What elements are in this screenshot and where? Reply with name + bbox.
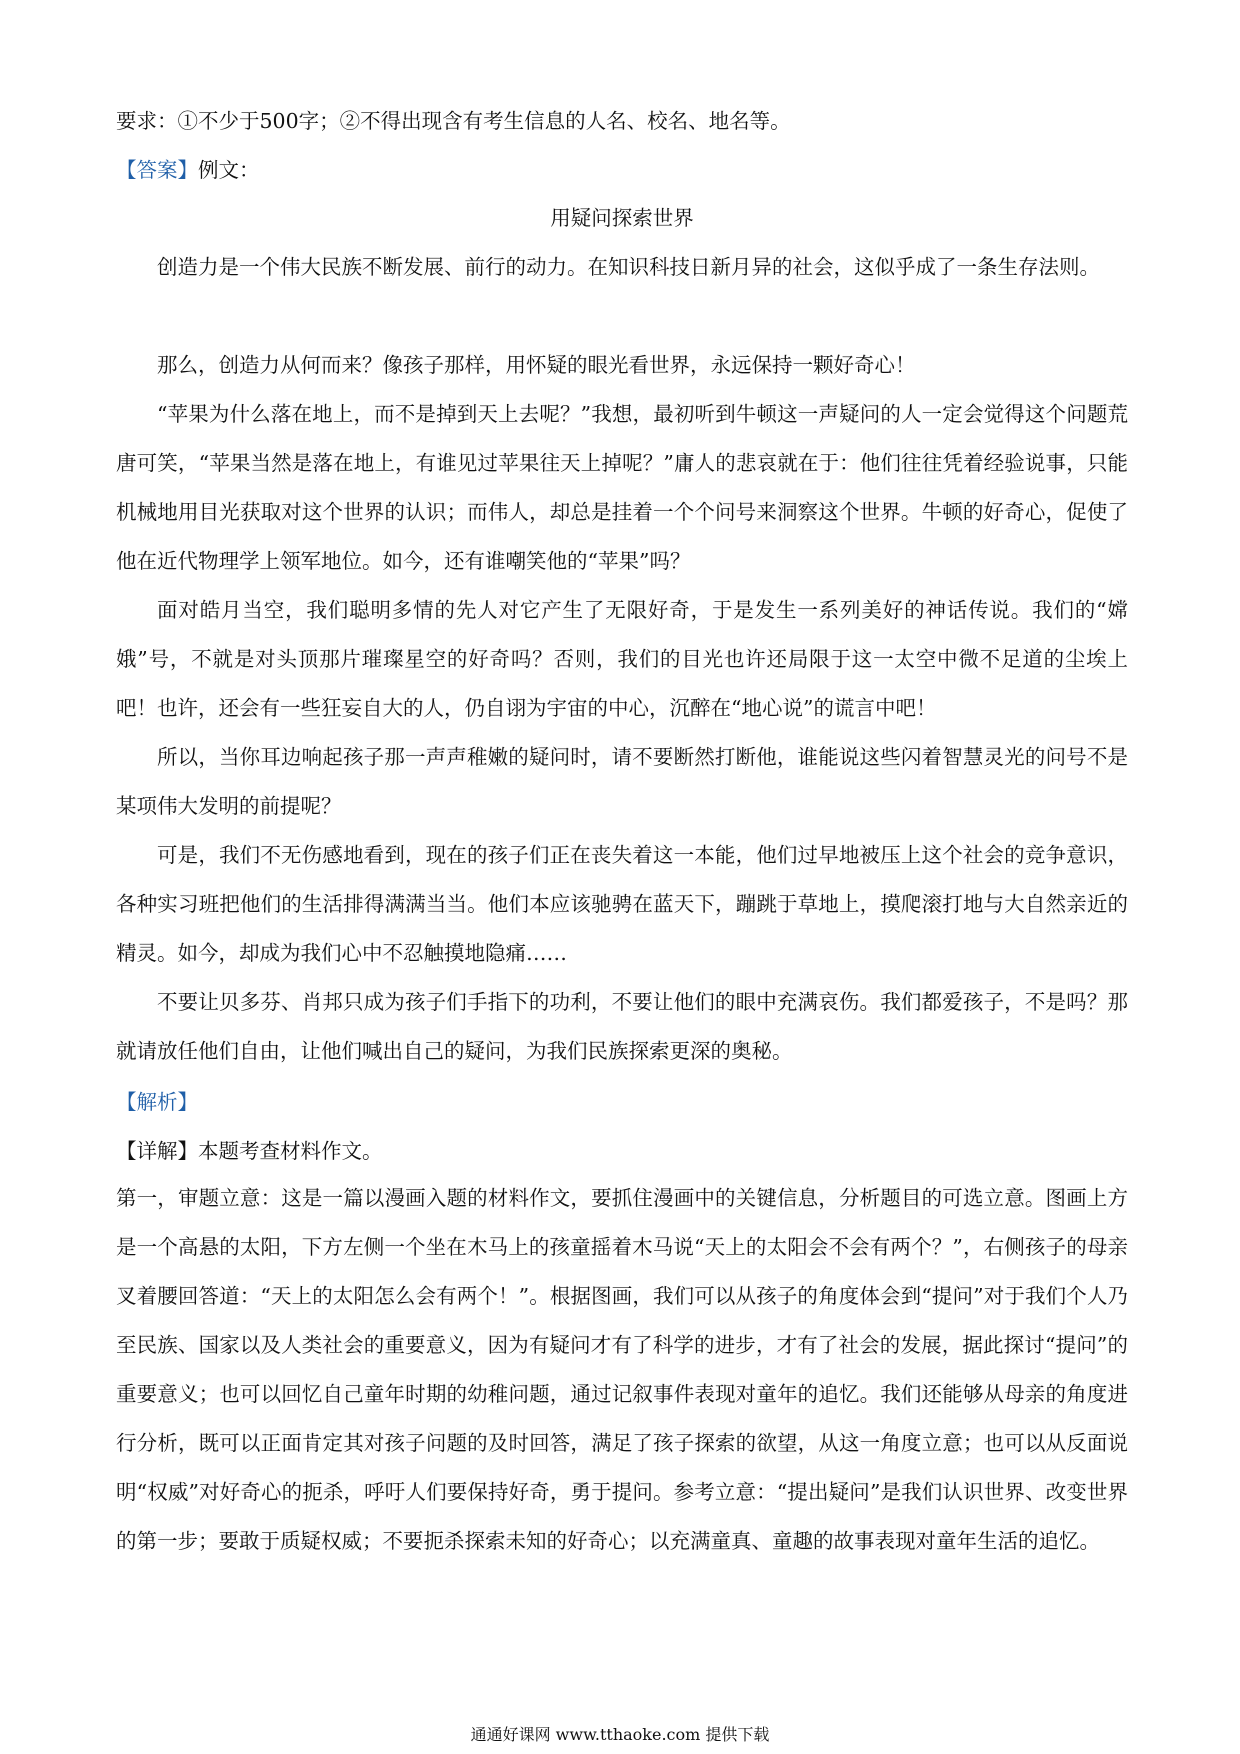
essay-paragraph-6: 可是，我们不无伤感地看到，现在的孩子们正在丧失着这一本能，他们过早地被压上这个社会的竞争意识，各种实习班把他们的生活排得满满当当。他们本应该驰骋在蓝天下，蹦跳于草地上，摸爬滚打地与大自然亲近的精灵。如今，却成为我们心中不忍触摸地隐痛…… bbox=[116, 843, 1128, 965]
analysis-heading bbox=[116, 1089, 198, 1115]
essay-paragraph-3: “苹果为什么落在地上，而不是掉到天上去呢？”我想，最初听到牛顿这一声疑问的人一定会觉得这个问题荒唐可笑，“苹果当然是落在地上，有谁见过苹果往天上掉呢？”庸人的悲哀就在于：他们往往凭着经验说事，只能机械地用目光获取对这个世界的认识；而伟人，却总是挂着一个个问号来洞察这个世界。牛顿的好奇心，促使了他在近代物理学上领军地位。如今，还有谁嘲笑他的“苹果”吗？ bbox=[116, 402, 1128, 573]
essay-paragraph-2: 那么，创造力从何而来？像孩子那样，用怀疑的眼光看世界，永远保持一颗好奇心！ bbox=[157, 353, 916, 377]
essay-paragraph-4: 面对皓月当空，我们聪明多情的先人对它产生了无限好奇，于是发生一系列美好的神话传说。我们的“嫦娥”号，不就是对头顶那片璀璨星空的好奇吗？否则，我们的目光也许还局限于这一太空中微不足道的尘埃上吧！也许，还会有一些狂妄自大的人，仍自诩为宇宙的中心，沉醉在“地心说”的谎言中吧！ bbox=[116, 598, 1128, 720]
analysis-detail: 【详解】本题考查材料作文。 bbox=[116, 1139, 383, 1163]
analysis-tag: 【解析】 bbox=[116, 1090, 198, 1114]
analysis-body: 第一，审题立意：这是一篇以漫画入题的材料作文，要抓住漫画中的关键信息，分析题目的可选立意。图画上方是一个高悬的太阳，下方左侧一个坐在木马上的孩童摇着木马说“天上的太阳会不会有两个？”，右侧孩子的母亲叉着腰回答道：“天上的太阳怎么会有两个！”。根据图画，我们可以从孩子的角度体会到“提问”对于我们个人乃至民族、国家以及人类社会的重要意义，因为有疑问才有了科学的进步，才有了社会的发展，据此探讨“提问”的重要意义；也可以回忆自己童年时期的幼稚问题，通过记叙事件表现对童年的追忆。我们还能够从母亲的角度进行分析，既可以正面肯定其对孩子问题的及时回答，满足了孩子探索的欲望，从这一角度立意；也可以从反面说明“权威”对好奇心的扼杀，呼吁人们要保持好奇，勇于提问。参考立意：“提出疑问”是我们认识世界、改变世界的第一步；要敢于质疑权威；不要扼杀探索未知的好奇心；以充满童真、童趣的故事表现对童年生活的追忆。 bbox=[116, 1186, 1128, 1553]
answer-heading bbox=[116, 157, 260, 183]
essay-title: 用疑问探索世界 bbox=[550, 206, 694, 230]
answer-label: 例文： bbox=[198, 158, 260, 182]
essay-requirement: 要求：①不少于500字；②不得出现含有考生信息的人名、校名、地名等。 bbox=[116, 109, 791, 133]
footer-source: 通通好课网 www.tthaoke.com 提供下载 bbox=[470, 1725, 770, 1744]
essay-paragraph-1: 创造力是一个伟大民族不断发展、前行的动力。在知识科技日新月异的社会，这似乎成了一条生存法则。 bbox=[157, 255, 1100, 279]
essay-paragraph-5: 所以，当你耳边响起孩子那一声声稚嫩的疑问时，请不要断然打断他，谁能说这些闪着智慧灵光的问号不是某项伟大发明的前提呢？ bbox=[116, 745, 1128, 818]
answer-tag: 【答案】 bbox=[116, 158, 198, 182]
essay-paragraph-7: 不要让贝多芬、肖邦只成为孩子们手指下的功利，不要让他们的眼中充满哀伤。我们都爱孩子，不是吗？那就请放任他们自由，让他们喊出自己的疑问，为我们民族探索更深的奥秘。 bbox=[116, 990, 1128, 1063]
